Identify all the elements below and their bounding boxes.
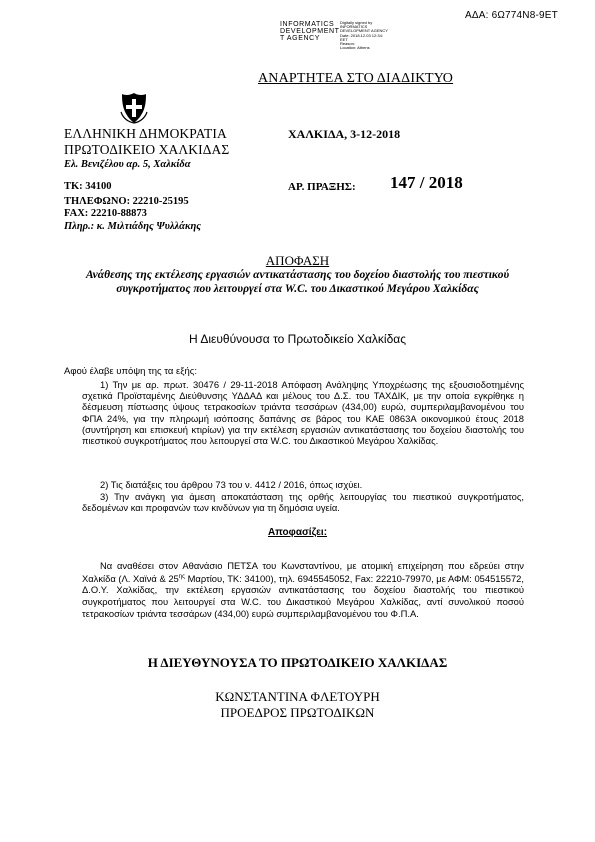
decision-text-start: Να αναθέσει στον Αθανάσιο ΠΕΤΣΑ του Κωνσταντίνου, με ατομική επιχείρηση που εδρεύει στην Χαλκίδα (Λ. Χαϊνά & 25 xyxy=(82,560,524,584)
stamp-line-2: DEVELOPMENT xyxy=(280,28,340,36)
signatory-name: ΚΩΝΣΤΑΝΤΙΝΑ ΦΛΕΤΟΥΡΗ xyxy=(215,689,380,704)
decision-text-end: Μαρτίου, ΤΚ: 34100), τηλ. 6945545052, Fax: 22210-79970, με ΑΦΜ: 054515572, Δ.Ο.Υ. Χαλκίδας, την εκτέλεση εργασιών αντικατάστασης του δοχείου διαστολής του πιεστικού συγκροτήματος που λειτουργεί στα W.C. του Δικαστικού Μεγάρου Χαλκίδας, αντί συνολικού ποσού τετρακοσίων τριάντα τεσσάρων (434,00) ευρώ συμπεριλαμβανομένου του Φ.Π.Α. xyxy=(82,572,524,619)
stamp-detail: Date: 2018.12.03 12:34: xyxy=(340,32,383,38)
stamp-detail: Reason: xyxy=(340,41,355,47)
phone-number: ΤΗΛΕΦΩΝΟ: 22210-25195 xyxy=(64,196,189,207)
stamp-line-1: INFORMATICS xyxy=(280,21,335,28)
document-title: ΑΠΟΦΑΣΗ xyxy=(265,253,330,268)
contact-person: Πληρ.: κ. Μιλτιάδης Ψυλλάκης xyxy=(64,221,201,232)
decision-paragraph xyxy=(82,560,524,619)
stamp-detail: DEVELOPMENT AGENCY xyxy=(340,28,388,34)
stamp-detail: EET xyxy=(340,36,348,42)
document-subject: Ανάθεσης της εκτέλεσης εργασιών αντικατάστασης του δοχείου διαστολής του πιεστικού συγκροτήματος που λειτουργεί στα W.C. του Δικαστικού Μεγάρου Χαλκίδας xyxy=(85,269,510,295)
signature-title: Η ΔΙΕΥΘΥΝΟΥΣΑ ΤΟ ΠΡΩΤΟΔΙΚΕΙΟ ΧΑΛΚΙΔΑΣ xyxy=(147,655,448,670)
court-address: Ελ. Βενιζέλου αρ. 5, Χαλκίδα xyxy=(64,159,191,170)
stamp-detail: INFORMATICS xyxy=(340,24,368,30)
stamp-line-3: T AGENCY xyxy=(280,35,321,43)
greek-coat-of-arms-icon xyxy=(120,92,148,124)
director-line: Η Διευθύνουσα το Πρωτοδικείο Χαλκίδας xyxy=(189,332,406,346)
consideration-point-2: 2) Τις διατάξεις του άρθρου 73 του ν. 4412 / 2016, όπως ισχύει. xyxy=(100,479,363,490)
court-name: ΠΡΩΤΟΔΙΚΕΙΟ ΧΑΛΚΙΔΑΣ xyxy=(64,142,230,157)
document-date: ΧΑΛΚΙΔΑ, 3-12-2018 xyxy=(288,127,401,141)
post-online-title: ΑΝΑΡΤΗΤΕΑ ΣΤΟ ΔΙΑΔΙΚΤΥΟ xyxy=(258,71,454,86)
postal-code: ΤΚ: 34100 xyxy=(64,181,112,192)
digital-signature-stamp xyxy=(280,21,340,43)
consideration-point-1: 1) Την με αρ. πρωτ. 30476 / 29-11-2018 Απόφαση Ανάληψης Υποχρέωσης της εξουσιοδοτημένης σχετικά Προϊσταμένης Διεύθυνσης ΥΔΔΑΔ και μέλους του Δ.Σ. του ΤΑΧΔΙΚ, με την οποία εγκρίθηκε η δέσμευση πίστωσης ύψους τετρακοσίων τριάντα τεσσάρων (434,00) ευρώ, συμπεριλαμβανομένου του ΦΠΑ 24%, για την πληρωμή ισόποσης δαπάνης σε βάρος του ΚΑΕ 0863Α οικονομικού έτους 2018 (συντήρηση και επισκευή κτιρίων) για την εκτέλεση εργασιών αντικατάστασης του δοχείου διαστολής του πιεστικού συγκροτήματος που λειτουργεί στα W.C. του Δικαστικού Μεγάρου Χαλκίδας. xyxy=(82,379,524,447)
act-number: 147 / 2018 xyxy=(390,173,463,192)
signatory-role: ΠΡΟΕΔΡΟΣ ΠΡΩΤΟΔΙΚΩΝ xyxy=(220,705,375,720)
stamp-detail: Digitally signed by xyxy=(340,20,373,25)
org-name: ΕΛΛΗΝΙΚΗ ΔΗΜΟΚΡΑΤΙΑ xyxy=(64,126,227,141)
considering-intro: Αφού έλαβε υπόψη της τα εξής: xyxy=(64,366,198,377)
act-number-label: ΑΡ. ΠΡΑΞΗΣ: xyxy=(288,181,356,193)
decides-heading: Αποφασίζει: xyxy=(267,527,328,538)
fax-number: FAX: 22210-88873 xyxy=(64,208,147,219)
consideration-point-3: 3) Την ανάγκη για άμεση αποκατάσταση της ορθής λειτουργίας του πιεστικού συγκροτήματος, δεδομένων και προφανών των κινδύνων για τη δημόσια υγεία. xyxy=(82,491,524,514)
digital-signature-details xyxy=(340,21,388,50)
stamp-detail: Location: Athens xyxy=(340,45,370,51)
ada-code: ΑΔΑ: 6Ω774Ν8-9ΕΤ xyxy=(465,10,558,21)
decision-superscript: ης xyxy=(178,573,185,580)
